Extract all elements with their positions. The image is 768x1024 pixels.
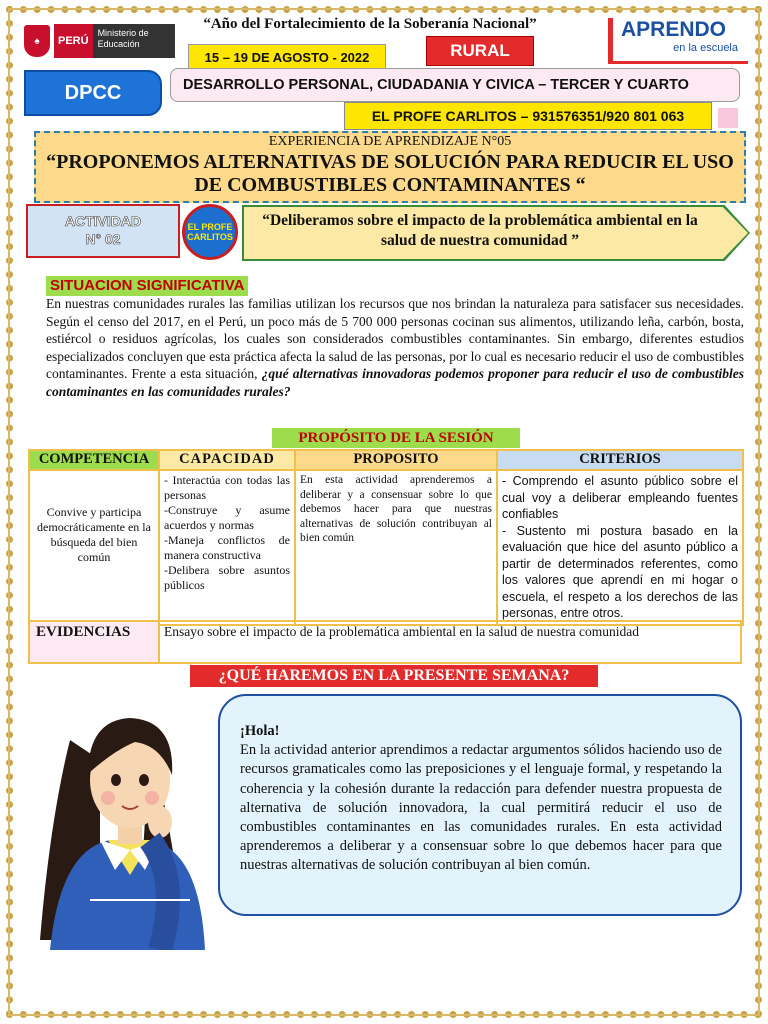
experience-number: EXPERIENCIA DE APRENDIZAJE N°05 <box>268 134 512 149</box>
date-range: 15 – 19 DE AGOSTO - 2022 <box>188 44 386 70</box>
week-greeting: ¡Hola! <box>240 723 280 739</box>
gov-ministry: Ministerio de Educación <box>93 24 175 58</box>
capacidad-item: -Maneja conflictos de manera constructiva <box>164 533 290 562</box>
capacidad-item: -Delibera sobre asuntos públicos <box>164 563 290 592</box>
criterio-item: - Comprendo el asunto público sobre el cual voy a deliberar empleando fuentes confiables <box>502 474 738 521</box>
modality-badge: RURAL <box>426 36 534 66</box>
activity-label-box <box>26 204 180 258</box>
year-motto: “Año del Fortalecimiento de la Soberanía Nacional” <box>203 16 537 32</box>
week-heading: ¿QUÉ HAREMOS EN LA PRESENTE SEMANA? <box>190 665 598 687</box>
aprendo-main: APRENDO <box>621 18 727 41</box>
competency-table <box>28 449 744 626</box>
criterios-cell <box>497 470 743 625</box>
evidence-label: EVIDENCIAS <box>29 621 159 663</box>
situation-text <box>46 295 744 400</box>
proposito-cell: En esta actividad aprenderemos a deliberar y a consensuar sobre lo que debemos hacer para que nuestras alternativas de solución contribuyan al bien común <box>295 470 497 625</box>
aprendo-sub: en la escuela <box>673 42 738 54</box>
gov-country: PERÚ <box>54 24 93 58</box>
area-name: DESARROLLO PERSONAL, CIUDADANIA Y CIVICA – TERCER Y CUARTO <box>170 68 740 102</box>
evidence-text: Ensayo sobre el impacto de la problemática ambiental en la salud de nuestra comunidad <box>159 621 741 663</box>
col-proposito: PROPOSITO <box>295 450 497 470</box>
profe-logo-icon: EL PROFE CARLITOS <box>182 204 238 260</box>
experience-title: “PROPONEMOS ALTERNATIVAS DE SOLUCIÓN PARA REDUCIR EL USO DE COMBUSTIBLES CONTAMINANTES “ <box>46 151 734 196</box>
criterio-item: - Sustento mi postura basado en la evaluación que hice del asunto público a partir de determinados referentes, como los valores que aprendí en mi hogar o escuela, el respeto a los derechos de las personas, entre otros. <box>502 523 738 620</box>
situation-question: ¿qué alternativas innovadoras podemos proponer para reducir el uso de combustibles contaminantes en las comunidades rurales? <box>46 366 745 399</box>
decorative-square <box>718 108 738 128</box>
competencia-cell: Convive y participa democráticamente en la búsqueda del bien común <box>29 470 159 625</box>
purpose-heading: PROPÓSITO DE LA SESIÓN <box>272 428 520 448</box>
capacidad-item: -Construye y asume acuerdos y normas <box>164 503 290 532</box>
author-contact: EL PROFE CARLITOS – 931576351/920 801 063 <box>344 102 712 130</box>
area-code-badge: DPCC <box>24 70 162 116</box>
week-text: En la actividad anterior aprendimos a redactar argumentos sólidos haciendo uso de recursos gramaticales como las preposiciones y el lenguaje formal, y respetando la coherencia y la cohesión durante la redacción para defender nuestra propuesta de alternativa de solución innovadora, la cual permitirá reducir el uso de combustibles contaminantes en las comunidades rurales. En esta actividad aprenderemos a deliberar y a consensuar sobre lo que debemos hacer para que nuestras alternativas de solución contribuyan al bien común. <box>240 742 722 874</box>
activity-number: N° 02 <box>85 231 121 247</box>
capacidad-cell <box>159 470 295 625</box>
experience-box <box>34 131 746 203</box>
evidence-table <box>28 620 742 664</box>
col-capacidad: CAPACIDAD <box>159 450 295 470</box>
activity-label: ACTIVIDAD <box>64 213 142 229</box>
activity-title: “Deliberamos sobre el impacto de la problemática ambiental en la salud de nuestra comunidad ” <box>262 212 698 249</box>
col-competencia: COMPETENCIA <box>29 450 159 470</box>
capacidad-item: - Interactúa con todas las personas <box>164 473 290 502</box>
aprendo-logo <box>608 18 748 64</box>
peru-shield-icon: ♠ <box>24 25 50 57</box>
situation-body: En nuestras comunidades rurales las familias utilizan los recursos que nos brindan la naturaleza para satisfacer sus necesidades. Según el censo del 2017, en el Perú, un poco más de 5 700 000 personas cocinan sus alimentos, utilizando leña, carbón, bosta, estiércol o residuos agrícolas, los cuales son considerados combustibles contaminantes. Sin embargo, diferentes estudios especializados concluyen que esta práctica afecta la salud de las personas, por lo cual es necesario reducir el uso de combustibles contaminantes. Frente a esta situación, <box>46 296 744 381</box>
week-message <box>240 722 722 876</box>
situation-heading: SITUACION SIGNIFICATIVA <box>46 276 248 296</box>
col-criterios: CRITERIOS <box>497 450 743 470</box>
girl-illustration <box>30 700 230 950</box>
